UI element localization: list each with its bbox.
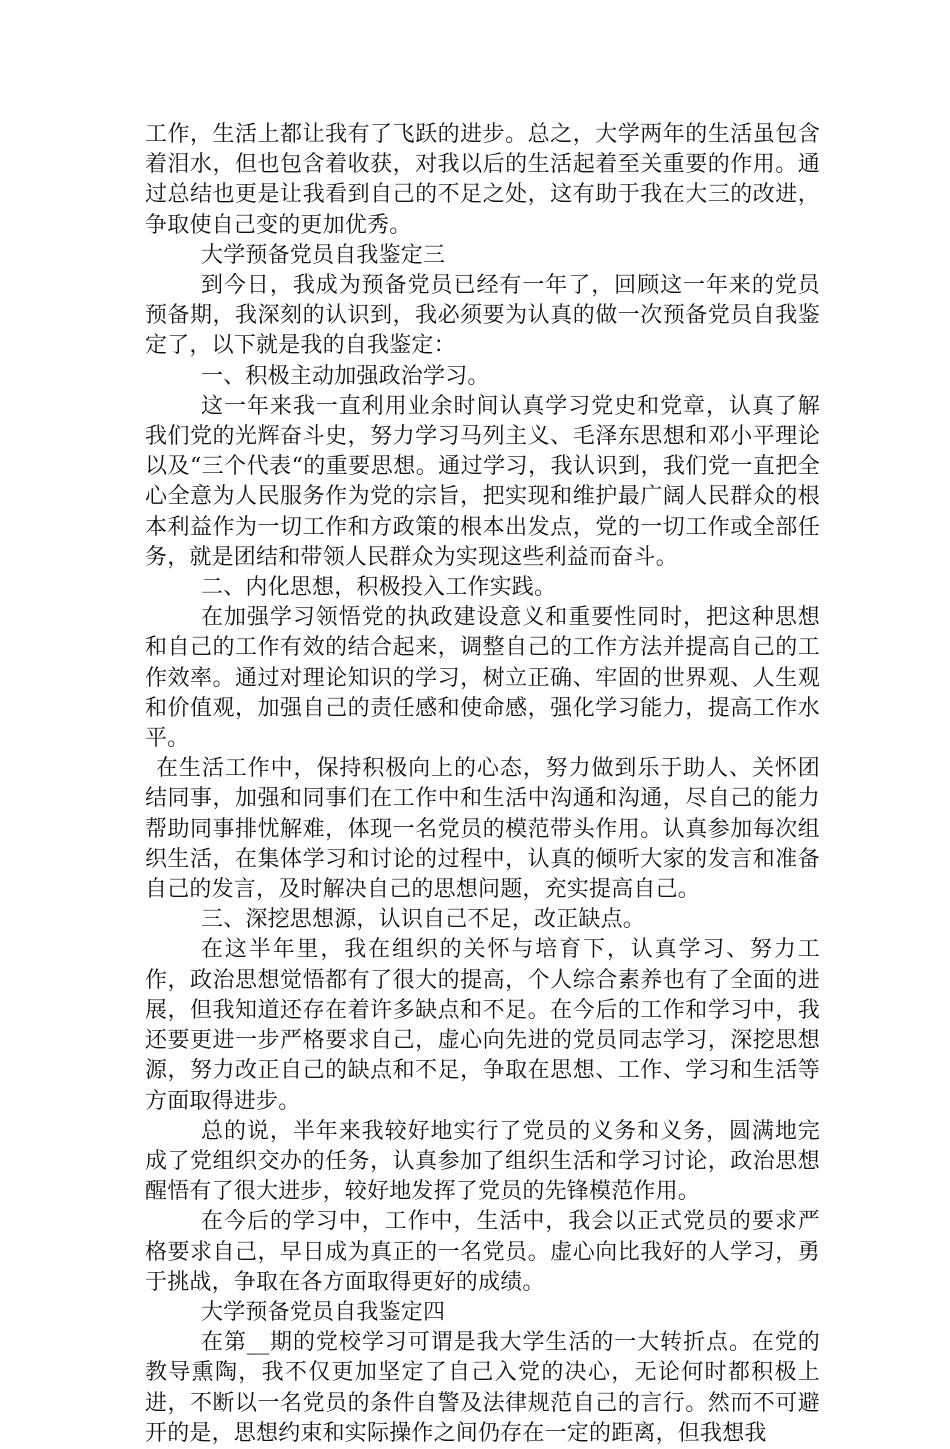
paragraph: 工作，生活上都让我有了飞跃的进步。总之，大学两年的生活虽包含着泪水，但也包含着收获，对我以后的生活起着至关重要的作用。通过总结也更是让我看到自己的不足之处，这有助于我在大三的改进，争取使自己变的更加优秀。	[145, 122, 820, 238]
paragraph: 到今日，我成为预备党员已经有一年了，回顾这一年来的党员预备期，我深刻的认识到，我必须要为认真的做一次预备党员自我鉴定了，以下就是我的自我鉴定：	[145, 273, 820, 359]
section-title: 大学预备党员自我鉴定三	[201, 242, 446, 268]
paragraph: 在这半年里，我在组织的关怀与培育下，认真学习、努力工作，政治思想觉悟都有了很大的提高，个人综合素养也有了全面的进展，但我知道还存在着许多缺点和不足。在今后的工作和学习中，我还要更进一步严格要求自己，虚心向先进的党员同志学习，深挖思想源，努力改正自己的缺点和不足，争取在思想、工作、学习和生活等方面取得进步。	[145, 937, 820, 1114]
paragraph: 总的说，半年来我较好地实行了党员的义务和义务，圆满地完成了党组织交办的任务，认真参加了组织生活和学习讨论，政治思想醒悟有了很大进步，较好地发挥了党员的先锋模范作用。	[145, 1118, 820, 1205]
paragraph: 这一年来我一直利用业余时间认真学习党史和党章，认真了解我们党的光辉奋斗史，努力学习马列主义、毛泽东思想和邓小平理论以及“三个代表“的重要思想。通过学习，我认识到，我们党一直把全心全意为人民服务作为党的宗旨，把实现和维护最广阔人民群众的根本利益作为一切工作和方政策的根本出发点，党的一切工作或全部任务，就是团结和带领人民群众为实现这些利益而奋斗。	[145, 393, 820, 570]
document-page	[145, 120, 820, 1449]
paragraph: 在加强学习领悟党的执政建设意义和重要性同时，把这种思想和自己的工作有效的结合起来，调整自己的工作方法并提高自己的工作效率。通过对理论知识的学习，树立正确、牢固的世界观、人生观和价值观，加强自己的责任感和使命感，强化学习能力，提高工作水平。	[145, 605, 820, 752]
section-heading: 三、深挖思想源，认识自己不足，改正缺点。	[201, 907, 646, 933]
section-heading: 二、内化思想，积极投入工作实践。	[201, 575, 557, 601]
paragraph: 在生活工作中，保持积极向上的心态，努力做到乐于助人、关怀团结同事，加强和同事们在工作中和生活中沟通和沟通，尽自己的能力帮助同事排忧解难，体现一名党员的模范带头作用。认真参加每次组织生活，在集体学习和讨论的过程中，认真的倾听大家的发言和准备自己的发言，及时解决自己的思想问题，充实提高自己。	[145, 756, 820, 903]
paragraph: 在今后的学习中，工作中，生活中，我会以正式党员的要求严格要求自己，早日成为真正的一名党员。虚心向比我好的人学习，勇于挑战，争取在各方面取得更好的成绩。	[145, 1209, 820, 1295]
paragraph: 在第__期的党校学习可谓是我大学生活的一大转折点。在党的教导熏陶，我不仅更加坚定了自己入党的决心，无论何时都积极上进，不断以一名党员的条件自警及法律规范自己的言行。然而不可避开的是，思想约束和实际操作之间仍存在一定的距离，但我想我	[145, 1330, 820, 1446]
section-title: 大学预备党员自我鉴定四	[201, 1299, 446, 1325]
section-heading: 一、积极主动加强政治学习。	[201, 363, 490, 389]
